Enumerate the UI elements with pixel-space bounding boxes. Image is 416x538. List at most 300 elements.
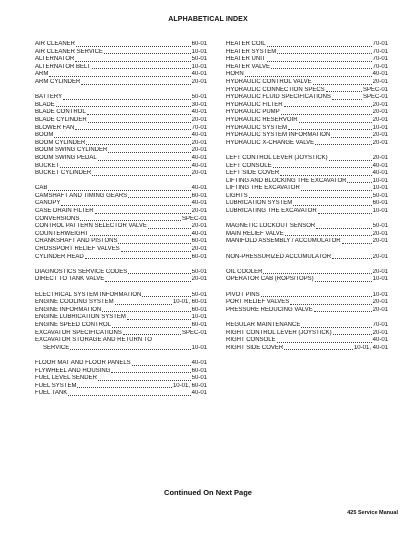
index-entry-label: BATTERY	[35, 94, 63, 101]
index-entry-label: LUBRICATING THE EXCAVATOR	[226, 208, 317, 215]
index-entry-label: LIGHTS	[226, 192, 248, 199]
index-entry-label: AIR CLEANER	[35, 41, 76, 47]
index-entry-label: PORT RELIEF VALVES	[226, 299, 290, 306]
index-entry-label: BUCKET	[35, 162, 60, 169]
index-entry-page: 60-01	[191, 238, 207, 245]
index-entry	[35, 147, 207, 155]
dot-leader	[123, 334, 181, 335]
index-entry-label: MANIFOLD ASSEMBLY / ACCUMULATOR	[226, 238, 341, 245]
index-entry-page: 40-01	[191, 185, 207, 192]
index-entry	[35, 163, 207, 171]
index-entry-label: LEFT CONTROL LEVER (JOYSTICK)	[226, 154, 328, 161]
index-entry	[35, 330, 207, 338]
dot-leader	[75, 129, 190, 130]
index-entry	[35, 41, 207, 49]
index-entry	[226, 238, 388, 246]
index-entry	[35, 345, 207, 353]
index-entry-label: HEATER COIL	[226, 41, 266, 47]
dot-leader	[92, 175, 190, 176]
index-entry	[226, 132, 388, 140]
index-entry-page: SPEC-01	[362, 94, 388, 101]
index-entry	[35, 238, 207, 246]
index-entry-label: BOOM CYLINDER	[35, 139, 86, 146]
index-entry-page: 10-01	[372, 208, 388, 215]
index-entry-label: ALTERNATOR BELT	[35, 63, 91, 70]
index-entry	[35, 125, 207, 133]
index-entry-page: 20-01	[372, 306, 388, 313]
index-entry	[226, 64, 388, 72]
index-entry	[226, 223, 388, 231]
dot-leader	[98, 380, 191, 381]
index-entry-page: 40-01	[191, 71, 207, 78]
dot-leader	[299, 122, 372, 123]
index-entry-label: BOOM	[35, 132, 54, 139]
index-entry	[226, 254, 388, 262]
index-entry-page: 40-01	[372, 162, 388, 169]
index-entry-page: 20-01	[372, 329, 388, 336]
index-entry-label: BOOM SWING CYLINDER	[35, 147, 108, 154]
index-entry-page: 20-01	[191, 147, 207, 154]
index-entry-page: 10-01	[372, 185, 388, 192]
index-entry-label: REGULAR MAINTENANCE	[226, 321, 301, 328]
dot-leader	[273, 167, 372, 168]
index-entry-label: CAMSHAFT AND TIMING GEARS	[35, 192, 128, 199]
dot-leader	[267, 61, 372, 62]
index-entry-label: HYDRAULIC CONTROL VALVE	[226, 78, 312, 85]
dot-leader	[142, 296, 190, 297]
index-entry	[35, 185, 207, 193]
dot-leader	[75, 61, 190, 62]
index-entry-page: 10-01	[191, 48, 207, 55]
index-entry	[35, 314, 207, 322]
dot-leader	[332, 99, 362, 100]
dot-leader	[102, 311, 190, 312]
index-entry-page: 20-01	[372, 101, 388, 108]
index-entry-page: 40-01	[372, 337, 388, 344]
index-entry-label: HYDRAULIC CONNECTION SPECS	[226, 86, 325, 93]
index-entry	[226, 330, 388, 338]
index-entry	[35, 170, 207, 178]
index-entry	[35, 254, 207, 262]
index-entry	[35, 368, 207, 376]
index-entry-label: HORN	[226, 71, 244, 78]
index-entry-label: LEFT SIDE COVER	[226, 170, 280, 177]
dot-leader	[284, 349, 353, 350]
dot-leader	[95, 213, 191, 214]
index-entry-label: COUNTERWEIGHT	[35, 230, 89, 237]
index-entry	[35, 375, 207, 383]
index-entry	[226, 322, 388, 330]
dot-leader	[70, 349, 190, 350]
index-entry-label: ENGINE INFORMATION	[35, 306, 102, 313]
index-entry-label: FUEL SYSTEM	[35, 382, 77, 389]
index-entry-label: LUBRICATION SYSTEM	[226, 200, 293, 207]
index-entry-label: HEATER SYSTEM	[226, 48, 277, 55]
dot-leader	[76, 46, 191, 47]
index-entry-label: BUCKET CYLINDER	[35, 170, 92, 177]
index-entry-page: 20-01	[372, 230, 388, 237]
index-entry	[226, 185, 388, 193]
index-entry-page: 20-01	[191, 78, 207, 85]
index-entry-page: 40-01	[191, 200, 207, 207]
index-entry-page: 60-01	[191, 192, 207, 199]
dot-leader	[315, 281, 372, 282]
index-entry-label: NON-PRESSURIZED ACCUMULATOR	[226, 253, 332, 260]
index-entry-label: SERVICE	[43, 344, 70, 351]
index-entry-label: ENGINE SPEED CONTROL	[35, 321, 112, 328]
index-entry-page: 10-01, 60-01	[172, 382, 207, 389]
dot-leader	[263, 273, 371, 274]
index-entry-label: RIGHT CONSOLE	[226, 337, 276, 344]
index-entry-page: 20-01	[372, 109, 388, 116]
index-entry-page: 70-01	[372, 48, 388, 55]
index-entry-page: 10-01	[372, 177, 388, 184]
index-entry-label: HYDRAULIC FILTER	[226, 101, 283, 108]
index-entry-page: 40-01	[191, 359, 207, 366]
index-entry	[226, 87, 388, 95]
dot-leader	[271, 68, 372, 69]
dot-leader	[86, 144, 190, 145]
dot-leader	[132, 365, 191, 366]
index-entry	[226, 125, 388, 133]
index-entry-page: SPEC-01	[181, 215, 207, 222]
index-entry	[35, 292, 207, 300]
index-entry-label: CYLINDER HEAD	[35, 253, 84, 260]
index-entry-label: FUEL LEVEL SENDER	[35, 375, 97, 382]
index-entry-page: 40-01	[191, 154, 207, 161]
dot-leader	[128, 273, 190, 274]
index-entry	[226, 102, 388, 110]
index-entry-page: 20-01	[372, 268, 388, 275]
index-entry-page: 50-01	[191, 56, 207, 63]
dot-leader	[92, 68, 191, 69]
index-entry-label: LIFTING THE EXCAVATOR	[226, 185, 300, 192]
index-entry	[35, 71, 207, 79]
dot-leader	[90, 235, 191, 236]
dot-leader	[267, 46, 372, 47]
index-entry	[35, 246, 207, 254]
index-entry	[226, 292, 388, 300]
index-entry	[226, 299, 388, 307]
index-entry-page: 10-01	[372, 291, 388, 298]
index-entry-label: BLADE	[35, 101, 55, 108]
index-entry-page: 20-01	[191, 276, 207, 283]
index-entry	[35, 322, 207, 330]
index-entry-label: ALTERNATOR	[35, 56, 75, 63]
dot-leader	[118, 243, 190, 244]
dot-leader	[347, 182, 371, 183]
index-entry-page: 40-01	[191, 390, 207, 397]
index-entry-page: 20-01	[372, 139, 388, 146]
dot-leader	[48, 190, 190, 191]
index-entry-page: 20-01	[372, 238, 388, 245]
index-entry-page: 60-01	[191, 321, 207, 328]
index-entry-label: AIR CLEANER SERVICE	[35, 48, 103, 55]
dot-leader	[80, 220, 181, 221]
index-entry	[226, 269, 388, 277]
index-entry-page: 20-01	[191, 116, 207, 123]
index-entry-label: HYDRAULIC FLUID SPECIFICATIONS	[226, 94, 331, 101]
dot-leader	[68, 395, 190, 396]
index-entry	[226, 208, 388, 216]
index-entry-label: CASE DRAIN FILTER	[35, 208, 94, 215]
index-entry	[35, 117, 207, 125]
index-entry	[35, 109, 207, 117]
index-entry-label: HEATER UNIT	[226, 56, 266, 63]
index-entry-page: 20-01	[372, 78, 388, 85]
index-entry-label: PRESSURE REDUCING VALVE	[226, 306, 313, 313]
index-entry-label: DIRECT TO TANK VALVE	[35, 276, 105, 283]
index-entry-page: 60-01	[372, 200, 388, 207]
index-entry	[226, 276, 388, 284]
dot-leader	[329, 160, 372, 161]
dot-leader	[128, 197, 191, 198]
index-entry-label: LEFT CONSOLE	[226, 162, 272, 169]
index-entry	[226, 140, 388, 148]
index-entry	[35, 49, 207, 57]
dot-leader	[281, 114, 372, 115]
dot-leader	[342, 243, 372, 244]
dot-leader	[112, 327, 191, 328]
index-entry-label: MAIN RELIEF VALVE	[226, 230, 284, 237]
dot-leader	[63, 99, 191, 100]
index-entry-page: 10-01	[191, 344, 207, 351]
dot-leader	[314, 311, 372, 312]
index-entry-label: ARM CYLINDER	[35, 78, 81, 85]
index-entry	[35, 193, 207, 201]
index-entry	[35, 64, 207, 72]
index-entry-label: DIAGNOSTICS SERVICE CODES	[35, 268, 128, 275]
dot-leader	[331, 137, 371, 138]
index-entry	[226, 41, 388, 49]
index-entry	[35, 299, 207, 307]
dot-leader	[81, 84, 190, 85]
index-entry	[226, 178, 388, 186]
index-entry-label: CAB	[35, 185, 48, 192]
dot-leader	[293, 205, 371, 206]
index-entry-page: 40-01	[191, 109, 207, 116]
dot-leader	[318, 213, 372, 214]
index-entry-page: 20-01	[372, 154, 388, 161]
index-entry-page: 20-01	[372, 299, 388, 306]
index-entry-page: 70-01	[372, 63, 388, 70]
index-entry-page: SPEC-01	[362, 86, 388, 93]
index-entry	[35, 276, 207, 284]
index-entry-label: HYDRAULIC PUMP	[226, 109, 280, 116]
index-entry	[226, 163, 388, 171]
index-entry-page: 40-01	[191, 162, 207, 169]
index-entry-label: ENGINE COOLING SYSTEM	[35, 299, 114, 306]
index-entry-page: 70-01	[372, 41, 388, 47]
index-entry	[226, 337, 388, 345]
index-entry-label: PIVOT PINS	[226, 291, 260, 298]
index-entry-page: 20-01	[372, 116, 388, 123]
dot-leader	[85, 258, 191, 259]
dot-leader	[277, 53, 371, 54]
dot-leader	[77, 387, 172, 388]
index-entry-label: FLYWHEEL AND HOUSING	[35, 367, 111, 374]
index-entry	[226, 79, 388, 87]
index-entry	[35, 231, 207, 239]
dot-leader	[127, 319, 191, 320]
dot-leader	[315, 144, 372, 145]
dot-leader	[301, 190, 372, 191]
index-entry-page: 20-01	[191, 208, 207, 215]
dot-leader	[290, 304, 371, 305]
index-entry-page: 20-01	[372, 132, 388, 139]
index-entry-label: BLADE CYLINDER	[35, 116, 87, 123]
index-entry-page: 50-01	[191, 375, 207, 382]
dot-leader	[54, 137, 190, 138]
index-entry-label: HYDRAULIC RESERVOIR	[226, 116, 298, 123]
index-entry-label: HYDRAULIC SYSTEM	[226, 124, 288, 131]
dot-leader	[301, 327, 371, 328]
dot-leader	[288, 129, 372, 130]
index-entry	[226, 109, 388, 117]
index-entry	[226, 56, 388, 64]
index-entry-page: 60-01	[191, 41, 207, 47]
index-entry	[35, 200, 207, 208]
index-entry-label: ARM	[35, 71, 49, 78]
index-entry	[35, 140, 207, 148]
index-entry-label: EXCAVATOR SPECIFICATIONS	[35, 329, 122, 336]
index-entry-label: CONTROL PATTERN SELECTOR VALVE	[35, 223, 147, 230]
index-entry-page: 40-01	[191, 132, 207, 139]
index-entry-page: 20-01	[191, 139, 207, 146]
dot-leader	[105, 281, 190, 282]
index-entry-label: ENGINE LUBRICATION SYSTEM	[35, 314, 126, 321]
index-entry-page: 70-01	[191, 124, 207, 131]
dot-leader	[245, 76, 372, 77]
index-entry	[226, 155, 388, 163]
index-entry-page: 50-01	[372, 192, 388, 199]
index-entry	[35, 223, 207, 231]
dot-leader	[61, 205, 190, 206]
index-entry	[226, 200, 388, 208]
index-entry	[226, 49, 388, 57]
index-column-right	[226, 41, 388, 352]
index-entry	[226, 170, 388, 178]
index-entry	[35, 94, 207, 102]
index-entry	[226, 193, 388, 201]
index-entry	[226, 307, 388, 315]
index-entry-page: 40-01	[372, 71, 388, 78]
index-entry	[226, 231, 388, 239]
dot-leader	[277, 342, 372, 343]
index-entry-label: CRANKSHAFT AND PISTONS	[35, 238, 118, 245]
dot-leader	[261, 296, 372, 297]
dot-leader	[111, 372, 190, 373]
dot-leader	[332, 258, 372, 259]
dot-leader	[108, 152, 190, 153]
dot-leader	[148, 228, 191, 229]
index-entry-label: RIGHT CONTROL LEVER (JOYSTICK)	[226, 329, 332, 336]
index-entry	[226, 71, 388, 79]
index-entry	[35, 360, 207, 368]
dot-leader	[284, 106, 372, 107]
index-entry-label: EXCAVATOR STORAGE AND RETURN TO	[35, 337, 152, 344]
index-entry-label: HYDRAULIC SYSTEM INFORMATION	[226, 132, 331, 139]
index-entry-label: CANOPY	[35, 200, 61, 207]
index-entry-page: 10-01, 40-01	[353, 344, 388, 351]
index-entry	[35, 337, 207, 345]
index-entry-page: 50-01	[191, 291, 207, 298]
dot-leader	[104, 53, 191, 54]
index-entry-label: LIFTING AND BLOCKING THE EXCAVATOR	[226, 177, 347, 184]
index-entry	[35, 383, 207, 391]
index-entry	[226, 94, 388, 102]
dot-leader	[87, 114, 191, 115]
dot-leader	[49, 76, 190, 77]
index-entry	[35, 79, 207, 87]
index-entry	[35, 56, 207, 64]
index-entry-page: 60-01	[191, 253, 207, 260]
continued-notice: Continued On Next Page	[164, 488, 252, 497]
dot-leader	[326, 91, 362, 92]
dot-leader	[249, 197, 372, 198]
index-entry-label: FLOOR MAT AND FLOOR PANELS	[35, 359, 131, 366]
index-entry-label: BOOM SWING PEDAL	[35, 154, 97, 161]
index-entry	[35, 132, 207, 140]
index-entry-label: RIGHT SIDE COVER	[226, 344, 284, 351]
index-entry-label: MAGNETIC LOCKOUT SENSOR	[226, 223, 316, 230]
index-entry-page: 10-01	[372, 124, 388, 131]
index-entry	[35, 216, 207, 224]
index-entry-label: CROSSPORT RELIEF VALVES	[35, 246, 120, 253]
index-entry	[35, 208, 207, 216]
index-entry-page: 30-01	[191, 101, 207, 108]
dot-leader	[333, 334, 372, 335]
index-column-left	[35, 41, 207, 398]
index-entry-label: BLADE CONTROL	[35, 109, 86, 116]
index-entry	[226, 345, 388, 353]
dot-leader	[98, 160, 191, 161]
index-entry-page: 10-01	[191, 63, 207, 70]
index-entry	[35, 155, 207, 163]
index-entry	[226, 117, 388, 125]
index-entry-page: 60-01	[191, 367, 207, 374]
index-entry-page: 50-01	[191, 268, 207, 275]
index-entry	[35, 269, 207, 277]
index-title: ALPHABETICAL INDEX	[168, 16, 248, 23]
index-entry-page: 20-01	[191, 223, 207, 230]
index-entry-page: 20-01	[191, 170, 207, 177]
index-entry-page: 10-01	[372, 276, 388, 283]
index-entry-label: ELECTRICAL SYSTEM INFORMATION	[35, 291, 142, 298]
index-entry	[35, 390, 207, 398]
index-entry-page: 70-01	[372, 321, 388, 328]
index-entry-page: 10-01, 60-01	[172, 299, 207, 306]
index-entry-page: 40-01	[191, 230, 207, 237]
dot-leader	[56, 106, 191, 107]
dot-leader	[121, 251, 191, 252]
index-entry-page: 70-01	[372, 56, 388, 63]
index-entry	[35, 102, 207, 110]
index-entry-page: 60-01	[191, 306, 207, 313]
index-entry-page: 40-01	[372, 170, 388, 177]
index-entry-page: SPEC-01	[181, 329, 207, 336]
manual-footer: 425 Service Manual	[347, 510, 398, 516]
index-entry-label: BLOWER FAN	[35, 124, 75, 131]
index-entry-page: 20-01	[191, 246, 207, 253]
index-entry-page: 50-01	[191, 94, 207, 101]
dot-leader	[115, 304, 172, 305]
dot-leader	[313, 84, 372, 85]
index-entry-label: HEATER VALVE	[226, 63, 271, 70]
index-entry	[35, 307, 207, 315]
index-entry-page: 10-01	[191, 314, 207, 321]
index-entry-page: 50-01	[372, 223, 388, 230]
